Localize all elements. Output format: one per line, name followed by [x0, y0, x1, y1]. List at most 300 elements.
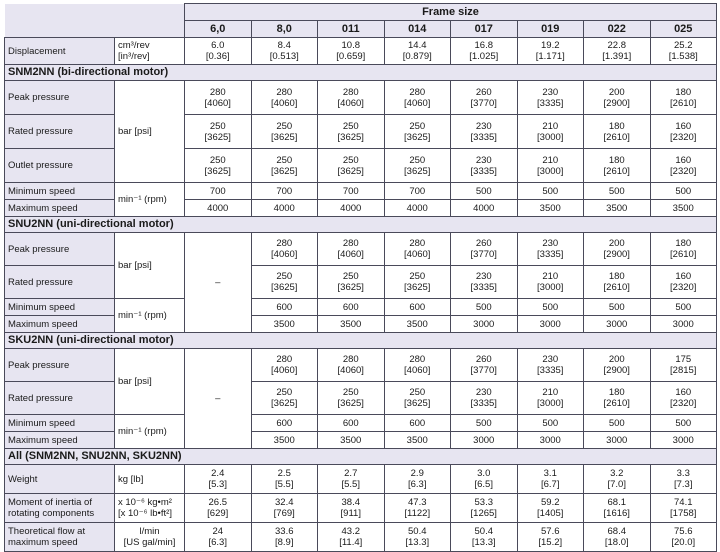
frame-column-header: [517, 21, 584, 38]
value-metric: 280: [409, 354, 426, 365]
value: 600: [342, 301, 359, 313]
label-text: Maximum speed: [8, 318, 78, 330]
value: 3500: [340, 318, 362, 330]
value-imperial: [7.0]: [607, 479, 626, 490]
value-cell: [384, 81, 451, 115]
value-metric: 200: [608, 238, 625, 249]
value-metric: 160: [675, 120, 692, 132]
value-cell: [517, 494, 584, 523]
value-cell: [451, 494, 518, 523]
value-cell: [384, 349, 451, 382]
value-imperial: [3625]: [271, 282, 298, 293]
section-sku2nn: [5, 333, 717, 349]
value: 500: [542, 417, 559, 429]
value-cell: [318, 349, 385, 382]
value-metric: 43.2: [341, 526, 360, 537]
value-imperial: [3625]: [337, 131, 364, 143]
value-imperial: [1.391]: [602, 51, 632, 62]
value-metric: 180: [608, 271, 625, 282]
value-metric: 250: [342, 271, 359, 282]
value-metric: 250: [409, 387, 426, 398]
value-cell: [318, 115, 385, 149]
value: 3500: [273, 318, 295, 330]
value-metric: 160: [675, 387, 692, 398]
value-cell: [451, 299, 518, 316]
label-text: Peak pressure: [8, 92, 70, 103]
frame-column-header: [185, 21, 252, 38]
value-imperial: [4060]: [337, 97, 364, 109]
value-metric: 14.4: [408, 40, 427, 51]
value-cell: [451, 432, 518, 449]
value-metric: 280: [276, 354, 293, 365]
value-imperial: [3000]: [537, 131, 564, 143]
value: 3500: [539, 202, 561, 214]
value-cell: [650, 382, 717, 415]
value-cell: [384, 299, 451, 316]
label-text: Rated pressure: [8, 276, 73, 288]
label-text: Minimum speed: [8, 185, 76, 197]
value-metric: 22.8: [607, 40, 626, 51]
value: 500: [475, 301, 492, 313]
value-metric: 74.1: [674, 497, 693, 508]
value-cell: [185, 115, 252, 149]
corner-blank: [5, 4, 185, 38]
frame-column-header: [318, 21, 385, 38]
value-imperial: [4060]: [271, 365, 298, 376]
value-cell: [584, 183, 651, 200]
row-label-rated: [5, 382, 115, 415]
value-metric: 280: [409, 86, 426, 98]
value: 4000: [273, 202, 295, 214]
value-imperial: [3625]: [404, 282, 431, 293]
value-imperial: [3625]: [204, 165, 231, 177]
value-cell: [650, 523, 717, 552]
value: 500: [675, 185, 692, 197]
value: 3500: [273, 434, 295, 446]
value-cell: [251, 415, 318, 432]
value: 600: [276, 417, 293, 429]
value-cell: [650, 494, 717, 523]
pressure-unit-cell: [115, 349, 185, 415]
value-imperial: [20.0]: [671, 537, 696, 548]
value-imperial: [1265]: [470, 508, 497, 519]
unit-text: min⁻¹ (rpm): [118, 194, 167, 205]
value-imperial: [3335]: [470, 282, 497, 293]
value-cell: [584, 299, 651, 316]
value-cell: [517, 149, 584, 183]
value-metric: 280: [342, 86, 359, 98]
value-imperial: [0.879]: [402, 51, 432, 62]
value-cell: [517, 266, 584, 299]
value-imperial: [769]: [273, 508, 295, 519]
value-imperial: [2610]: [603, 398, 630, 409]
value: 600: [409, 417, 426, 429]
value-imperial: [3000]: [537, 165, 564, 177]
value-cell: [185, 183, 252, 200]
label-text: Weight: [8, 473, 38, 485]
value-cell: [451, 523, 518, 552]
value-metric: 260: [475, 238, 492, 249]
value: 700: [409, 185, 426, 197]
label-text: rotating components: [8, 508, 95, 519]
value-cell: [584, 149, 651, 183]
value: 3000: [606, 318, 628, 330]
row-label-outlet-pressure: [5, 149, 115, 183]
value-imperial: [3625]: [404, 165, 431, 177]
value-cell: [384, 115, 451, 149]
frame-label: 011: [341, 22, 360, 35]
value-imperial: [3335]: [537, 365, 564, 376]
value-cell: [318, 81, 385, 115]
value-metric: 175: [675, 354, 692, 365]
value-metric: 16.8: [474, 40, 493, 51]
value-metric: 250: [409, 154, 426, 166]
value: 700: [276, 185, 293, 197]
value-cell: [451, 200, 518, 217]
value-metric: 200: [608, 86, 625, 98]
value-metric: 2.5: [277, 468, 291, 479]
value-metric: 230: [475, 271, 492, 282]
value-imperial: [4060]: [271, 97, 298, 109]
value-metric: 53.3: [474, 497, 493, 508]
value-imperial: [4060]: [404, 365, 431, 376]
value-metric: 24: [212, 526, 224, 537]
value-metric: 8.4: [277, 40, 291, 51]
unit-text: l/min: [139, 526, 160, 537]
value-cell: [318, 415, 385, 432]
value-imperial: [4060]: [204, 97, 231, 109]
value-cell: [517, 38, 584, 65]
value: 500: [675, 417, 692, 429]
unit-cell: [115, 494, 185, 523]
value-cell: [384, 465, 451, 494]
row-label-max: [5, 316, 115, 333]
value-imperial: [0.36]: [205, 51, 230, 62]
label-text: Displacement: [8, 45, 66, 57]
value-metric: 3.0: [477, 468, 491, 479]
value-imperial: [3770]: [470, 249, 497, 260]
value: 500: [542, 301, 559, 313]
value-imperial: [2610]: [670, 97, 697, 109]
value-imperial: [1405]: [537, 508, 564, 519]
value-cell: [384, 183, 451, 200]
value-imperial: [3000]: [537, 282, 564, 293]
value-cell: [650, 266, 717, 299]
value: 600: [409, 301, 426, 313]
value-metric: 260: [475, 86, 492, 98]
value-cell: [517, 382, 584, 415]
pressure-unit-cell: [115, 233, 185, 299]
value-imperial: [0.659]: [336, 51, 366, 62]
section-title: [5, 449, 717, 465]
row-label-displacement: [5, 38, 115, 65]
value-cell: [318, 316, 385, 333]
label-text: Rated pressure: [8, 392, 73, 404]
value-imperial: [3625]: [271, 165, 298, 177]
value-cell: [318, 266, 385, 299]
value: 700: [342, 185, 359, 197]
value-imperial: [6.3]: [208, 537, 227, 548]
section-title: [5, 217, 717, 233]
value-cell: [650, 432, 717, 449]
value-imperial: [1122]: [404, 508, 431, 519]
unit-text: min⁻¹ (rpm): [118, 426, 167, 437]
frame-size-label: Frame size: [422, 5, 479, 18]
value-cell: [318, 200, 385, 217]
value-cell: [384, 382, 451, 415]
value-cell: [251, 316, 318, 333]
value-imperial: [2900]: [603, 365, 630, 376]
value-cell: [318, 432, 385, 449]
value-metric: 210: [542, 120, 559, 132]
value-imperial: [2610]: [670, 249, 697, 260]
value: 3000: [539, 318, 561, 330]
value-cell: [451, 349, 518, 382]
value-cell: [584, 266, 651, 299]
unit-cell: [115, 523, 185, 552]
frame-label: 014: [408, 22, 427, 35]
value: 3500: [406, 318, 428, 330]
value-metric: 2.7: [344, 468, 358, 479]
frame-label: 022: [607, 22, 626, 35]
row-label-weight: [5, 465, 115, 494]
value-cell: [318, 183, 385, 200]
value-imperial: [1.171]: [535, 51, 565, 62]
value-cell: [650, 149, 717, 183]
value-cell: [584, 494, 651, 523]
value-metric: 250: [209, 120, 226, 132]
label-text: Maximum speed: [8, 202, 78, 214]
speed-unit-cell: [115, 183, 185, 217]
value-imperial: [11.4]: [339, 537, 363, 548]
label-text: Moment of inertia of: [8, 497, 92, 508]
value-metric: 47.3: [408, 497, 427, 508]
value-cell: [650, 38, 717, 65]
value-imperial: [3625]: [337, 282, 364, 293]
value-metric: 57.6: [541, 526, 560, 537]
label-text: Rated pressure: [8, 126, 73, 137]
value-imperial: [5.5]: [341, 479, 360, 490]
value-cell: [384, 233, 451, 266]
value-metric: 250: [342, 120, 359, 132]
value-cell: [517, 415, 584, 432]
value-cell: [650, 200, 717, 217]
value: 3500: [340, 434, 362, 446]
value-metric: 230: [542, 238, 559, 249]
value-metric: 160: [675, 154, 692, 166]
value-cell: [251, 200, 318, 217]
value-cell: [650, 465, 717, 494]
label-text: Minimum speed: [8, 301, 76, 313]
frame-size-header: [185, 4, 717, 21]
not-available-cell: [185, 349, 252, 449]
value-cell: [185, 200, 252, 217]
value-metric: 280: [342, 238, 359, 249]
value-cell: [650, 349, 717, 382]
value: 500: [608, 185, 625, 197]
not-available-cell: [185, 233, 252, 333]
value-metric: 250: [276, 271, 293, 282]
value-imperial: [13.3]: [405, 537, 430, 548]
value-cell: [384, 415, 451, 432]
value-metric: 210: [542, 387, 559, 398]
value-cell: [185, 494, 252, 523]
value-cell: [318, 523, 385, 552]
value-metric: 250: [276, 387, 293, 398]
section-title-text: All (SNM2NN, SNU2NN, SKU2NN): [8, 450, 182, 462]
value-metric: 26.5: [208, 497, 227, 508]
value-cell: [185, 81, 252, 115]
value-cell: [650, 81, 717, 115]
value-cell: [517, 432, 584, 449]
value-cell: [251, 523, 318, 552]
value-metric: 250: [409, 120, 426, 132]
value-cell: [451, 266, 518, 299]
value-metric: 230: [475, 387, 492, 398]
section-title-text: SNU2NN (uni-directional motor): [8, 218, 174, 230]
unit-text: kg [lb]: [118, 473, 144, 485]
value-cell: [318, 38, 385, 65]
value: 3000: [672, 318, 694, 330]
label-text: Maximum speed: [8, 434, 78, 446]
frame-label: 025: [674, 22, 693, 35]
value-metric: 2.4: [211, 468, 225, 479]
value-cell: [517, 349, 584, 382]
unit-text: x 10⁻⁶ kg•m²: [118, 497, 172, 508]
value-imperial: [3335]: [470, 131, 497, 143]
value-cell: [517, 465, 584, 494]
value-cell: [251, 432, 318, 449]
row-label-peak: [5, 233, 115, 266]
value: 500: [608, 301, 625, 313]
value: 500: [475, 417, 492, 429]
value-cell: [384, 316, 451, 333]
value-imperial: [4060]: [404, 249, 431, 260]
frame-label: 8,0: [276, 22, 292, 35]
value-imperial: [4060]: [337, 365, 364, 376]
value: 500: [542, 185, 559, 197]
value-cell: [584, 38, 651, 65]
frame-label: 6,0: [210, 22, 226, 35]
value-metric: 68.4: [607, 526, 626, 537]
unit-text: bar [psi]: [118, 126, 152, 137]
speed-unit-cell: [115, 415, 185, 449]
value-imperial: [911]: [340, 508, 361, 519]
value-cell: [517, 523, 584, 552]
unit-text: bar [psi]: [118, 260, 152, 271]
value-metric: 3.1: [543, 468, 557, 479]
value-cell: [185, 149, 252, 183]
value-cell: [517, 183, 584, 200]
value-cell: [517, 115, 584, 149]
value-imperial: [5.3]: [208, 479, 227, 490]
value-cell: [384, 149, 451, 183]
value-imperial: [18.0]: [604, 537, 629, 548]
value-metric: 32.4: [275, 497, 294, 508]
value-imperial: [629]: [207, 508, 229, 519]
value-metric: 280: [276, 86, 293, 98]
row-label-min-speed: [5, 183, 115, 200]
value-cell: [584, 523, 651, 552]
section-title-text: SKU2NN (uni-directional motor): [8, 334, 174, 346]
value-cell: [584, 432, 651, 449]
section-title-text: SNM2NN (bi-directional motor): [8, 66, 169, 78]
value-imperial: [6.3]: [408, 479, 427, 490]
value-cell: [584, 465, 651, 494]
value-imperial: [3625]: [204, 131, 231, 143]
value: 3500: [672, 202, 694, 214]
value: 500: [475, 185, 492, 197]
value-imperial: [2610]: [603, 131, 630, 143]
value-cell: [517, 299, 584, 316]
frame-column-header: [451, 21, 518, 38]
value-cell: [251, 81, 318, 115]
value: 3000: [539, 434, 561, 446]
value: 600: [276, 301, 293, 313]
specifications-table: [4, 3, 717, 552]
value-imperial: [7.3]: [674, 479, 693, 490]
value-metric: 230: [542, 354, 559, 365]
value-cell: [584, 81, 651, 115]
value-cell: [384, 38, 451, 65]
value-imperial: [3625]: [337, 165, 364, 177]
value: 3500: [606, 202, 628, 214]
value-metric: 230: [475, 120, 492, 132]
value-metric: 210: [542, 154, 559, 166]
value-metric: 280: [342, 354, 359, 365]
value-cell: [251, 38, 318, 65]
value-cell: [451, 183, 518, 200]
label-text: Outlet pressure: [8, 160, 73, 171]
value-cell: [251, 183, 318, 200]
label-text: Minimum speed: [8, 417, 76, 429]
value-cell: [451, 316, 518, 333]
value-metric: 75.6: [674, 526, 693, 537]
value-metric: 230: [542, 86, 559, 98]
value-imperial: [2900]: [603, 97, 630, 109]
dash-text: –: [215, 393, 221, 404]
row-label-max-speed: [5, 200, 115, 217]
value-metric: 180: [608, 154, 625, 166]
value-cell: [650, 183, 717, 200]
value-cell: [451, 38, 518, 65]
value-cell: [251, 149, 318, 183]
value-imperial: [2320]: [670, 282, 697, 293]
value-cell: [650, 316, 717, 333]
value-metric: 280: [209, 86, 226, 98]
unit-text: bar [psi]: [118, 376, 152, 387]
value-imperial: [2610]: [603, 282, 630, 293]
value-metric: 180: [675, 238, 692, 249]
value-cell: [251, 266, 318, 299]
value-cell: [384, 494, 451, 523]
section-snm2nn: [5, 65, 717, 81]
value-cell: [451, 382, 518, 415]
value-metric: 50.4: [408, 526, 427, 537]
value-cell: [318, 299, 385, 316]
value: 500: [608, 417, 625, 429]
value-cell: [517, 316, 584, 333]
value-cell: [185, 523, 252, 552]
value-imperial: [0.513]: [269, 51, 299, 62]
row-label-rated: [5, 266, 115, 299]
value-metric: 280: [276, 238, 293, 249]
value-cell: [451, 233, 518, 266]
unit-cell: [115, 465, 185, 494]
value-imperial: [15.2]: [538, 537, 563, 548]
value-cell: [251, 465, 318, 494]
value-metric: 260: [475, 354, 492, 365]
